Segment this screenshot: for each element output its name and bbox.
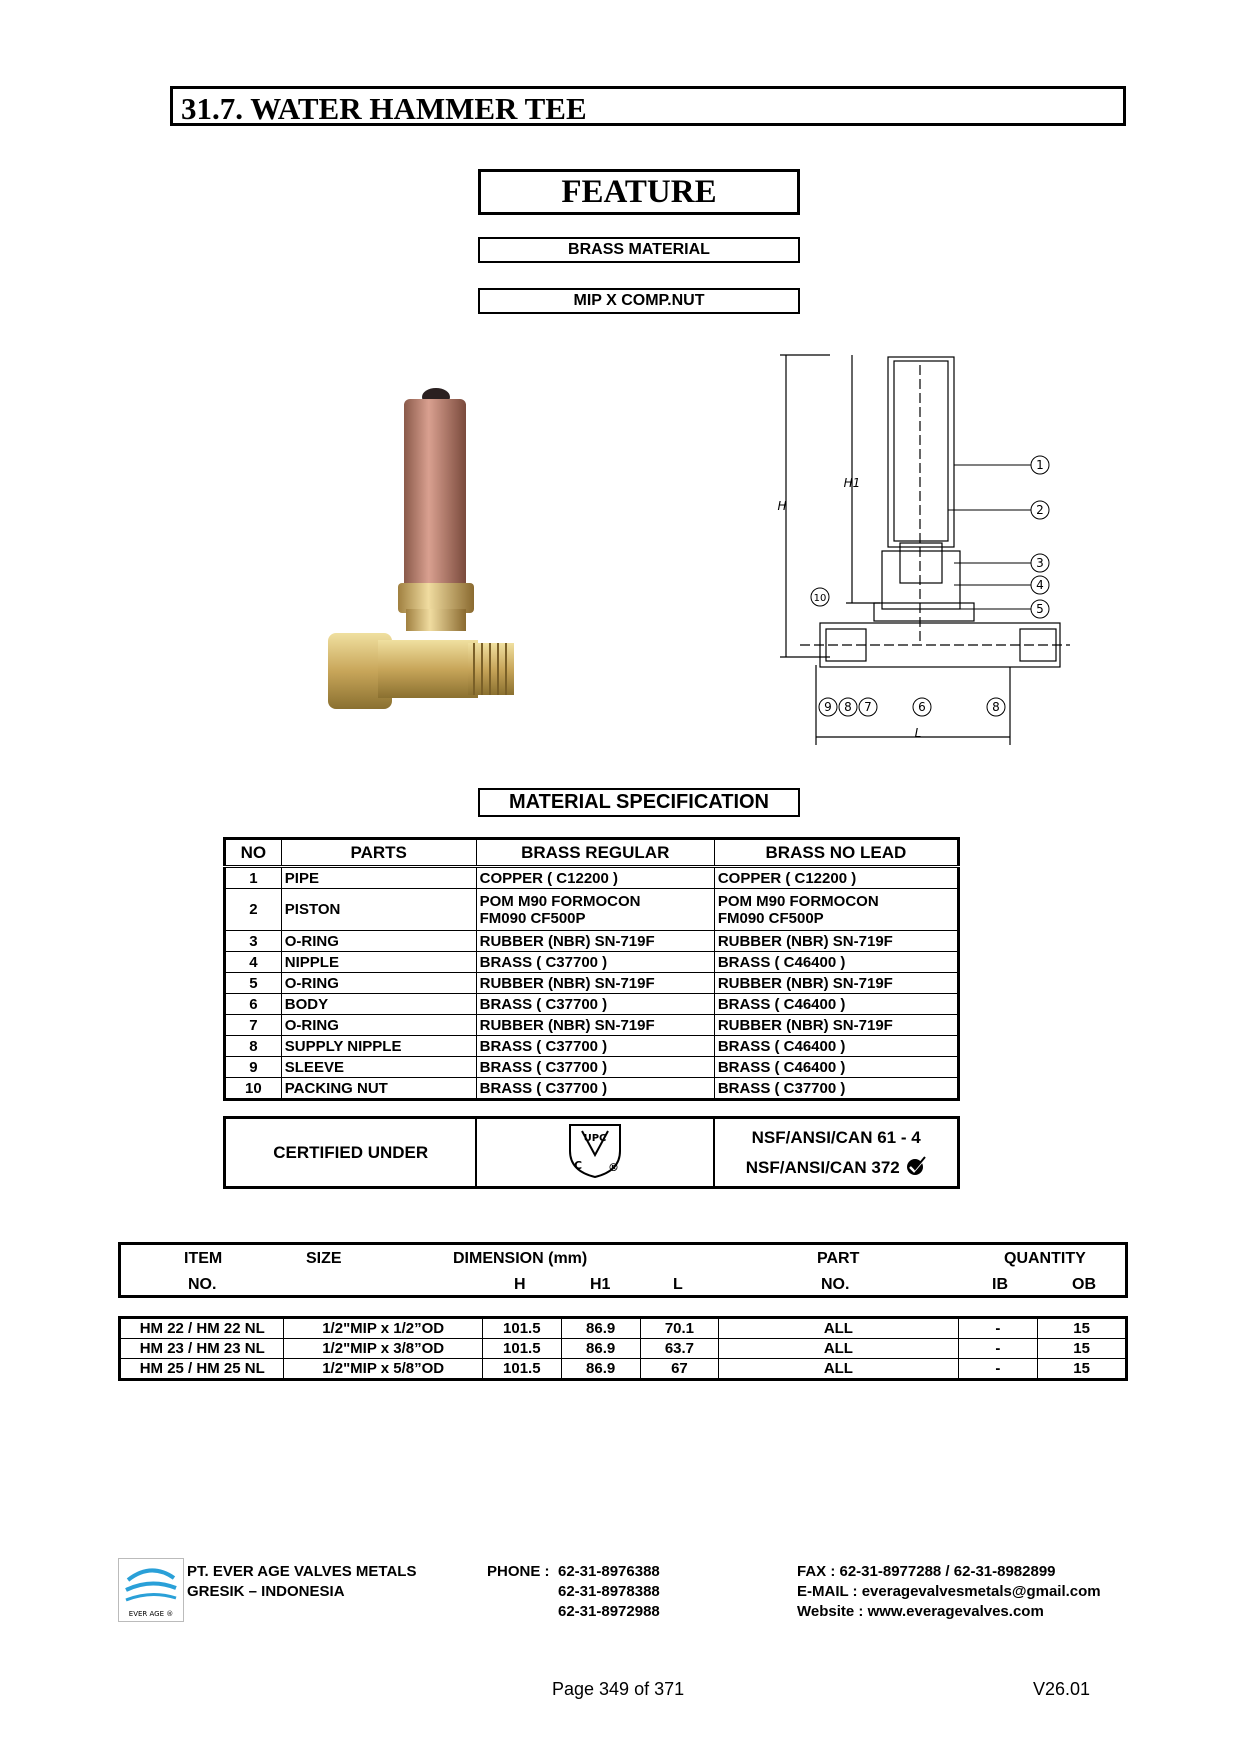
cell: NIPPLE [281, 952, 476, 973]
cell: HM 25 / HM 25 NL [120, 1359, 284, 1380]
callout-3: 3 [1036, 556, 1044, 570]
header-ob: OB [1072, 1276, 1096, 1293]
cell: 5 [225, 973, 282, 994]
callout-5: 5 [1036, 602, 1044, 616]
cell: 101.5 [482, 1318, 561, 1339]
callout-4: 4 [1036, 578, 1044, 592]
cell: 86.9 [561, 1339, 640, 1359]
header-size: SIZE [306, 1250, 342, 1267]
col-header-brass-regular: BRASS REGULAR [476, 839, 714, 867]
cell: 15 [1038, 1359, 1127, 1380]
standard-61: NSF/ANSI/CAN 61 - 4 [751, 1127, 921, 1147]
table-row [120, 1318, 1127, 1339]
cell: 101.5 [482, 1359, 561, 1380]
phone-label: PHONE : [487, 1563, 550, 1580]
cell: ALL [719, 1318, 958, 1339]
cell: 7 [225, 1015, 282, 1036]
product-photo [318, 385, 548, 725]
table-row [120, 1359, 1127, 1380]
cell: SUPPLY NIPPLE [281, 1036, 476, 1057]
cell: - [958, 1318, 1038, 1339]
company-logo-text: EVER AGE ® [128, 1610, 174, 1618]
cell: 4 [225, 952, 282, 973]
dim-label-h1: H1 [843, 476, 861, 490]
fax: FAX : 62-31-8977288 / 62-31-8982899 [797, 1563, 1056, 1580]
header-l: L [673, 1276, 683, 1293]
cell: SLEEVE [281, 1057, 476, 1078]
cell: COPPER ( C12200 ) [476, 867, 714, 889]
col-header-no: NO [225, 839, 282, 867]
cell: BRASS ( C46400 ) [714, 1057, 958, 1078]
cell: BRASS ( C37700 ) [476, 952, 714, 973]
check-circle-icon [905, 1155, 927, 1177]
header-dimension: DIMENSION (mm) [453, 1250, 588, 1267]
callout-8b: 8 [992, 700, 1000, 714]
website: Website : www.everagevalves.com [797, 1603, 1044, 1620]
cell: POM M90 FORMOCON FM090 CF500P [714, 889, 958, 931]
table-row [225, 889, 959, 931]
cell: O-RING [281, 973, 476, 994]
phone-1: 62-31-8976388 [558, 1563, 660, 1580]
company-name: PT. EVER AGE VALVES METALS [187, 1563, 417, 1580]
email: E-MAIL : everagevalvesmetals@gmail.com [797, 1583, 1101, 1600]
cell: 63.7 [640, 1339, 719, 1359]
company-location: GRESIK – INDONESIA [187, 1583, 345, 1600]
version: V26.01 [1033, 1679, 1091, 1699]
cell: 101.5 [482, 1339, 561, 1359]
cell: RUBBER (NBR) SN-719F [476, 931, 714, 952]
cell: 2 [225, 889, 282, 931]
page-title-box [170, 86, 1126, 126]
cell: 6 [225, 994, 282, 1015]
company-logo [118, 1558, 184, 1622]
technical-drawing [770, 345, 1090, 765]
cell: - [958, 1359, 1038, 1380]
header-part-no: NO. [821, 1276, 850, 1293]
header-quantity: QUANTITY [1004, 1250, 1086, 1267]
cell: 86.9 [561, 1359, 640, 1380]
col-header-brass-no-lead: BRASS NO LEAD [714, 839, 958, 867]
certified-under-label: CERTIFIED UNDER [225, 1118, 477, 1188]
cell: HM 23 / HM 23 NL [120, 1339, 284, 1359]
upc-logo-text: UPC [583, 1133, 607, 1144]
callout-9: 9 [824, 700, 832, 714]
material-spec-heading: MATERIAL SPECIFICATION [478, 788, 800, 817]
cell: O-RING [281, 931, 476, 952]
cell: RUBBER (NBR) SN-719F [476, 973, 714, 994]
header-item: ITEM [184, 1250, 223, 1267]
cell: RUBBER (NBR) SN-719F [714, 931, 958, 952]
cell: 70.1 [640, 1318, 719, 1339]
upc-logo-r: ® [608, 1161, 620, 1174]
cell: RUBBER (NBR) SN-719F [714, 1015, 958, 1036]
cell: BRASS ( C37700 ) [476, 1036, 714, 1057]
header-part: PART [817, 1250, 860, 1267]
table-row [225, 1036, 959, 1057]
cell: BODY [281, 994, 476, 1015]
dim-label-h: H [777, 499, 787, 513]
cell: 1 [225, 867, 282, 889]
cell: PACKING NUT [281, 1078, 476, 1100]
header-h: H [514, 1276, 526, 1293]
cell: POM M90 FORMOCON FM090 CF500P [476, 889, 714, 931]
callout-7: 7 [864, 700, 872, 714]
cell: 1/2"MIP x 5/8”OD [284, 1359, 482, 1380]
cell: BRASS ( C37700 ) [476, 1057, 714, 1078]
page-title: 31.7. WATER HAMMER TEE [181, 91, 587, 126]
callout-10: 10 [813, 593, 827, 604]
cell: ALL [719, 1359, 958, 1380]
cell: 3 [225, 931, 282, 952]
header-item-no: NO. [188, 1276, 217, 1293]
upc-logo [562, 1121, 628, 1179]
table-row [120, 1339, 1127, 1359]
standards-cell [714, 1118, 958, 1188]
table-row [225, 1078, 959, 1100]
cell: 8 [225, 1036, 282, 1057]
cell: 1/2"MIP x 3/8”OD [284, 1339, 482, 1359]
cell: HM 22 / HM 22 NL [120, 1318, 284, 1339]
cell: COPPER ( C12200 ) [714, 867, 958, 889]
callout-1: 1 [1036, 458, 1044, 472]
cell: 9 [225, 1057, 282, 1078]
feature-item-mip: MIP X COMP.NUT [478, 288, 800, 314]
cell: PIPE [281, 867, 476, 889]
upc-logo-cell [476, 1118, 714, 1188]
cell: BRASS ( C46400 ) [714, 952, 958, 973]
table-row [225, 973, 959, 994]
col-header-parts: PARTS [281, 839, 476, 867]
cell: 1/2"MIP x 1/2”OD [284, 1318, 482, 1339]
cell: 86.9 [561, 1318, 640, 1339]
cell: BRASS ( C37700 ) [714, 1078, 958, 1100]
table-row [225, 1057, 959, 1078]
cell: BRASS ( C46400 ) [714, 1036, 958, 1057]
feature-heading: FEATURE [478, 169, 800, 215]
callout-2: 2 [1036, 503, 1044, 517]
cell: 10 [225, 1078, 282, 1100]
header-ib: IB [992, 1276, 1008, 1293]
dim-label-l: L [914, 726, 922, 740]
header-h1: H1 [590, 1276, 611, 1293]
table-row [225, 994, 959, 1015]
cell: 67 [640, 1359, 719, 1380]
upc-logo-c: C [574, 1159, 583, 1172]
cell: ALL [719, 1339, 958, 1359]
dimension-table [118, 1316, 1128, 1381]
certification-table [223, 1116, 960, 1189]
standard-372: NSF/ANSI/CAN 372 [745, 1157, 900, 1177]
callout-8a: 8 [844, 700, 852, 714]
cell: 15 [1038, 1339, 1127, 1359]
cell: - [958, 1339, 1038, 1359]
cell: PISTON [281, 889, 476, 931]
table-row [225, 952, 959, 973]
feature-item-brass: BRASS MATERIAL [478, 237, 800, 263]
phone-3: 62-31-8972988 [558, 1603, 660, 1620]
cell: BRASS ( C46400 ) [714, 994, 958, 1015]
cell: BRASS ( C37700 ) [476, 994, 714, 1015]
table-row [225, 867, 959, 889]
cell: BRASS ( C37700 ) [476, 1078, 714, 1100]
cell: RUBBER (NBR) SN-719F [714, 973, 958, 994]
table-header-row [225, 839, 959, 867]
cell: RUBBER (NBR) SN-719F [476, 1015, 714, 1036]
table-row [225, 1015, 959, 1036]
page-number: Page 349 of 371 [552, 1679, 685, 1699]
material-spec-table [223, 837, 960, 1101]
phone-2: 62-31-8978388 [558, 1583, 660, 1600]
callout-6: 6 [918, 700, 926, 714]
table-row [225, 931, 959, 952]
dimension-table-header [118, 1242, 1128, 1298]
cell: O-RING [281, 1015, 476, 1036]
cell: 15 [1038, 1318, 1127, 1339]
